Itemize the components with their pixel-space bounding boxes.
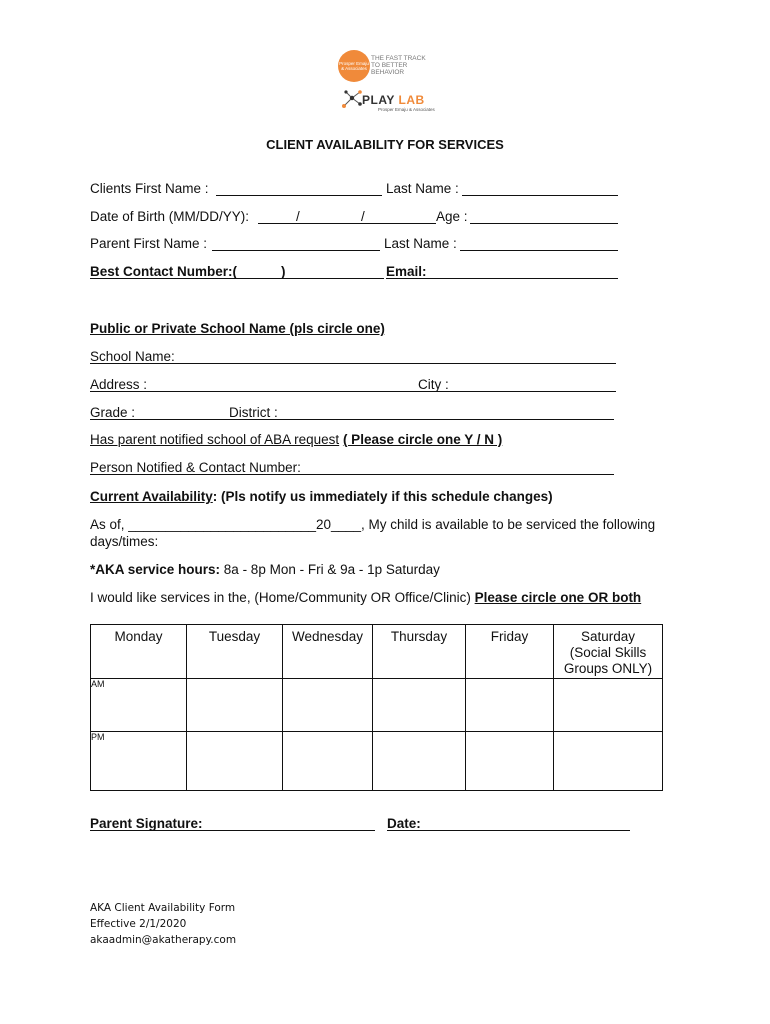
- service-hours-label: *AKA service hours:: [90, 562, 221, 577]
- parent-last-name-field[interactable]: [460, 250, 618, 251]
- service-hours-value: 8a - 8p Mon - Fri & 9a - 1p Saturday: [220, 562, 440, 577]
- district-label: District :: [229, 405, 278, 420]
- dob-label: Date of Birth (MM/DD/YY):: [90, 209, 250, 224]
- availability-note: : (Pls notify us immediately if this schedule changes): [212, 489, 553, 504]
- parent-last-name-label: Last Name :: [384, 236, 457, 251]
- address-label: Address :: [90, 377, 148, 392]
- footer-email: akaadmin@akatherapy.com: [90, 934, 237, 946]
- day-wednesday: Wednesday: [283, 625, 373, 679]
- city-label: City :: [418, 377, 449, 392]
- logo-tagline-2: TO BETTER: [371, 62, 408, 69]
- logo-lab: LAB: [398, 93, 425, 107]
- logo-circle-text: Prosper Emaju & Associates: [339, 61, 369, 71]
- last-name-field[interactable]: [462, 195, 618, 196]
- parent-first-name-field[interactable]: [212, 250, 380, 251]
- logo-tagline-3: BEHAVIOR: [371, 69, 405, 76]
- availability-heading: [90, 489, 553, 504]
- pm-thursday-cell[interactable]: [373, 732, 466, 791]
- saturday-line2: (Social Skills: [569, 645, 647, 660]
- logo-play: PLAY: [362, 93, 395, 107]
- age-field[interactable]: [470, 223, 618, 224]
- school-name-label: School Name:: [90, 349, 175, 364]
- pm-tuesday-cell[interactable]: [187, 732, 283, 791]
- service-hours: [90, 562, 440, 577]
- notified-circle[interactable]: ( Please circle one Y / N ): [342, 432, 503, 447]
- person-notified-label: Person Notified & Contact Number:: [90, 460, 301, 475]
- notified-text: Has parent notified school of ABA request: [90, 432, 340, 447]
- day-monday: Monday: [91, 625, 187, 679]
- footer-effective: Effective 2/1/2020: [90, 918, 187, 930]
- am-wednesday-cell[interactable]: [283, 679, 373, 732]
- best-contact-field[interactable]: [90, 278, 384, 279]
- row-pm-label: PM: [91, 732, 187, 791]
- saturday-line3: Groups ONLY): [563, 661, 653, 676]
- dob-field[interactable]: [258, 223, 436, 224]
- logo-tagline-1: THE FAST TRACK: [371, 55, 426, 62]
- pm-wednesday-cell[interactable]: [283, 732, 373, 791]
- logo-wordmark: [362, 93, 425, 107]
- date-field[interactable]: [387, 830, 630, 831]
- clients-first-name-field[interactable]: [216, 195, 382, 196]
- page-title: CLIENT AVAILABILITY FOR SERVICES: [266, 137, 504, 152]
- am-saturday-cell[interactable]: [554, 679, 663, 732]
- day-thursday: Thursday: [373, 625, 466, 679]
- parent-first-name-label: Parent First Name :: [90, 236, 208, 251]
- email-field[interactable]: [386, 278, 618, 279]
- notified-label: [90, 432, 502, 447]
- row-am-label: AM: [91, 679, 187, 732]
- school-heading: Public or Private School Name (pls circle one): [90, 321, 385, 336]
- logo-subtitle: Prosper Emaju & Associates: [378, 107, 435, 112]
- dob-slash-1: /: [296, 209, 300, 224]
- saturday-line1: Saturday: [580, 629, 636, 644]
- best-contact-label: Best Contact Number:(: [90, 264, 238, 279]
- logo-circle: [338, 50, 370, 82]
- pm-saturday-cell[interactable]: [554, 732, 663, 791]
- parent-signature-field[interactable]: [90, 830, 375, 831]
- age-label: Age :: [436, 209, 468, 224]
- logo-tagline: [371, 55, 426, 76]
- day-saturday: [554, 625, 663, 679]
- am-tuesday-cell[interactable]: [187, 679, 283, 732]
- services-location-text: I would like services in the, (Home/Community OR Office/Clinic): [90, 590, 475, 605]
- person-notified-field[interactable]: [90, 474, 614, 475]
- day-tuesday: Tuesday: [187, 625, 283, 679]
- services-location: [90, 590, 641, 605]
- grade-district-field[interactable]: [90, 419, 614, 420]
- footer-form-name: AKA Client Availability Form: [90, 902, 236, 914]
- date-label: Date:: [387, 816, 421, 831]
- email-label: Email:: [386, 264, 427, 279]
- address-field[interactable]: [90, 391, 616, 392]
- am-friday-cell[interactable]: [466, 679, 554, 732]
- molecule-icon: [340, 88, 364, 110]
- parent-signature-label: Parent Signature:: [90, 816, 203, 831]
- as-of-line2: days/times:: [90, 534, 159, 549]
- school-name-field[interactable]: [90, 363, 616, 364]
- as-of-line1: As of, _________________________20____, My child is available to be serviced the following: [90, 517, 656, 532]
- best-contact-close: ): [281, 264, 286, 279]
- last-name-label: Last Name :: [386, 181, 459, 196]
- grade-label: Grade :: [90, 405, 136, 420]
- dob-slash-2: /: [361, 209, 365, 224]
- day-friday: Friday: [466, 625, 554, 679]
- pm-friday-cell[interactable]: [466, 732, 554, 791]
- services-location-circle: Please circle one OR both: [474, 590, 642, 605]
- schedule-table: [90, 624, 663, 791]
- availability-heading-text: Current Availability: [90, 489, 213, 504]
- am-thursday-cell[interactable]: [373, 679, 466, 732]
- clients-first-name-label: Clients First Name :: [90, 181, 209, 196]
